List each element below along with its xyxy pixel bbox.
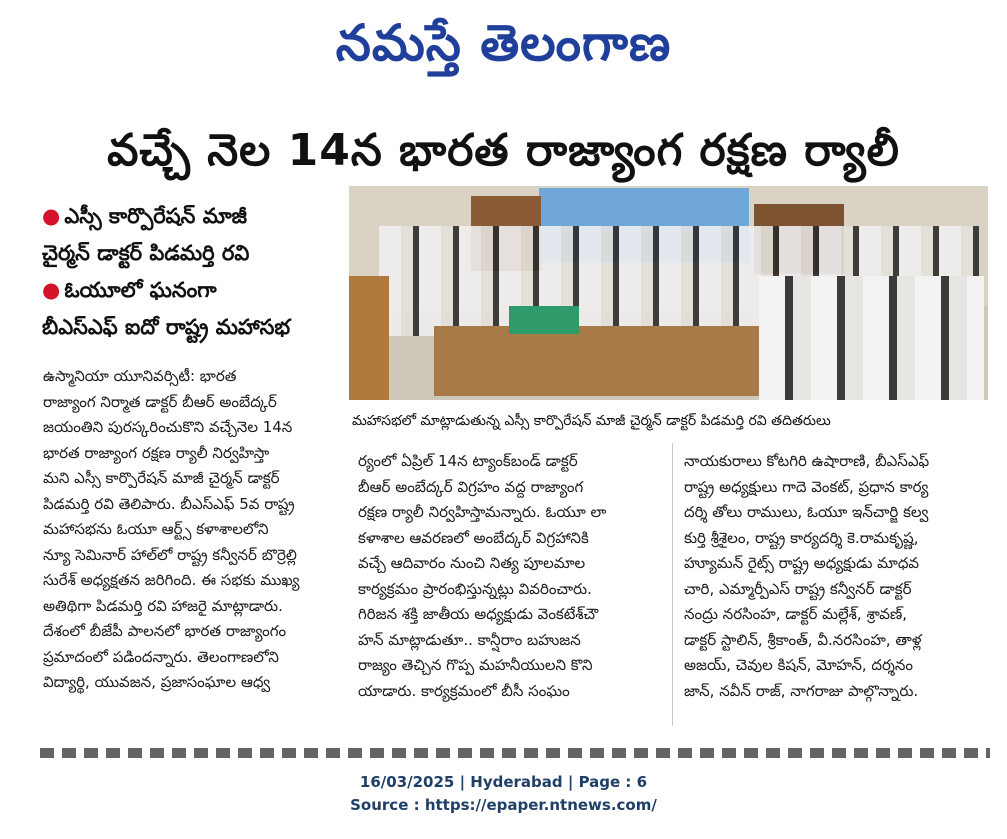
text-line: జయంతిని పురస్కరించుకొని వచ్చేనెల 14న [43,418,293,436]
source-link: Source : https://epaper.ntnews.com/ [350,796,657,814]
article-column-3 [684,449,986,704]
text-line: కుర్తి శ్రీశైలం, రాష్ట్ర కార్యదర్శి కె.రామకృష్ణ, [684,528,919,547]
clipped-text-edge [40,748,990,758]
text-line: న్యూ సెమినార్ హాల్‌లో రాష్ట్ర కన్వీనర్ బొర్రెల్లి [43,545,297,564]
article-headline: వచ్చే నెల 14న భారత రాజ్యాంగ రక్షణ ర్యాలీ [107,125,900,176]
article-column-2 [358,449,666,704]
text-line: డాక్టర్ స్టాలిన్, శ్రీకాంత్, వీ.నరసింహ, తాళ్ల [684,630,922,649]
highlight-line: చైర్మన్ డాక్టర్ పిడమర్తి రవి [42,241,250,265]
text-line: అజయ్, చెవుల కిషన్, మోహన్, దర్శనం [684,656,914,674]
text-line: మహాసభను ఓయూ ఆర్ట్స్ కళాశాలలోని [43,520,269,538]
text-line: రాష్ట్ర అధ్యక్షులు గాదె వెంకట్, ప్రధాన కార్య [684,477,929,496]
text-line: ర్యంలో ఏప్రిల్ 14న ట్యాంక్‌బండ్ డాక్టర్ [358,452,578,470]
dais-table [434,326,769,396]
text-line: గిరిజన శక్తి జాతీయ అధ్యక్షుడు వెంకటేశ్‌చౌ [358,605,599,623]
text-line: వచ్చే ఆదివారం నుంచి నిత్య పూలమాల [358,554,586,572]
article-photo [349,186,988,400]
text-line: చారి, ఎమ్మార్పీఎస్ రాష్ట్ర కన్వీనర్ డాక్టర్ [684,579,912,598]
edition-info: 16/03/2025 | Hyderabad | Page : 6 [359,773,648,791]
text-line: విద్యార్థి, యువజన, ప్రజాసంఘాల ఆధ్వ [43,673,271,691]
text-line: దేశంలో బీజేపీ పాలనలో భారత రాజ్యాంగం [43,622,287,640]
newspaper-masthead: నమస్తే తెలంగాణ [335,14,672,72]
text-line: ఉస్మానియా యూనివర్సిటీ: భారత [43,367,237,385]
bullet-icon: ● [42,204,61,228]
text-line: జాన్, నవీన్ రాజ్, నాగరాజు పాల్గొన్నారు. [684,681,919,700]
text-line: నాయకురాలు కోటగిరి ఉషారాణి, బీఎస్‌ఎఫ్ [684,452,930,470]
highlight-line: ● ఎస్సీ కార్పొరేషన్ మాజీ [42,204,248,228]
text-line: యాడారు. కార్యక్రమంలో బీసీ సంఘం [358,681,570,700]
text-line: కళాశాల ఆవరణలో అంబేద్కర్ విగ్రహానికి [358,528,589,547]
text-line: రాజ్యం తెచ్చిన గొప్ప మహనీయులని కొని [358,656,593,674]
highlight-line: బీఎస్‌ఎఫ్ ఐదో రాష్ట్ర మహాసభ [42,315,291,339]
text-line: అతిథిగా పిడమర్తి రవి హాజరై మాట్లాడారు. [43,596,283,615]
bullet-icon: ● [42,278,61,302]
text-line: రాజ్యాంగ నిర్మాత డాక్టర్ బీఆర్ అంబేద్కర్ [43,392,277,411]
text-line: సురేశ్ అధ్యక్షతన జరిగింది. ఈ సభకు ముఖ్య [43,571,300,589]
article-highlights [42,198,342,346]
column-divider [672,443,673,726]
photo-caption: మహాసభలో మాట్లాడుతున్న ఎస్సీ కార్పొరేషన్ మాజీ చైర్మన్ డాక్టర్ పిడమర్తి రవి తదితరులు [352,413,831,429]
text-line: పిడమర్తి రవి తెలిపారు. బీఎస్‌ఎఫ్ 5వ రాష్ట్ర [43,494,295,513]
article-column-1 [43,364,341,696]
text-line: బీఆర్ అంబేద్కర్ విగ్రహం వద్ద రాజ్యాంగ [358,477,584,496]
text-line: నంద్రు నరసింహ, డాక్టర్ మల్లేశ్, శ్రావణ్, [684,605,908,623]
text-line: ప్రమాదంలో పడిందన్నారు. తెలంగాణలోని [43,647,279,666]
highlight-line: ● ఓయూలో ఘనంగా [42,278,217,302]
text-line: కార్యక్రమం ప్రారంభిస్తున్నట్లు వివరించారు. [358,579,592,598]
text-line: మని ఎస్సీ కార్పొరేషన్ మాజీ చైర్మన్ డాక్టర్ [43,469,280,487]
text-line: హన్ మాట్లాడుతూ.. కాన్షీరాం బహుజన [358,630,581,649]
text-line: హ్యూమన్ రైట్స్ రాష్ట్ర అధ్యక్షుడు మాధవ [684,554,920,572]
text-line: భారత రాజ్యాంగ రక్షణ ర్యాలీ నిర్వహిస్తా [43,443,270,462]
text-line: రక్షణ ర్యాలీ నిర్వహిస్తామన్నారు. ఓయూ లా [358,503,607,521]
text-line: దర్శి తోలు రాములు, ఓయూ ఇన్‌చార్జి కల్వ [684,503,929,521]
